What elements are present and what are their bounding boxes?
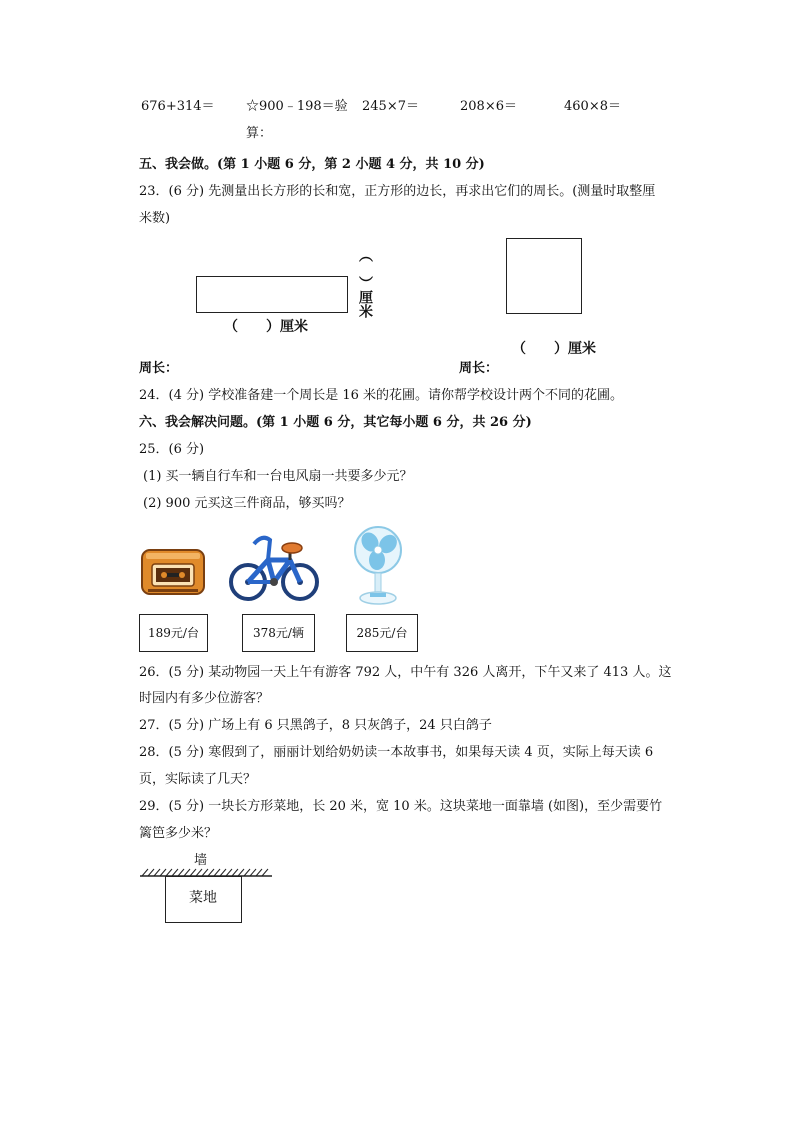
radio-icon (138, 548, 208, 598)
q28-line1: 28．(5 分) 寒假到了，丽丽计划给奶奶读一本故事书，如果每天读 4 页，实际上每天读 6 (139, 745, 654, 760)
price-radio: 189元/台 (139, 614, 208, 652)
rectangle-figure (196, 276, 348, 313)
q29-line1: 29．(5 分) 一块长方形菜地，长 20 米，宽 10 米。这块菜地一面靠墙 (如图)，至少需要竹 (139, 799, 663, 814)
q23-line1: 23．(6 分) 先测量出长方形的长和宽，正方形的边长，再求出它们的周长。(测量时取整厘 (139, 184, 656, 199)
electric-fan-icon (350, 524, 406, 606)
field-label: 菜地 (189, 890, 217, 906)
calc-item-4: 208×6＝ (460, 99, 517, 114)
section6-heading: 六、我会解决问题。(第 1 小题 6 分，其它每小题 6 分，共 26 分) (139, 415, 532, 430)
perimeter-label-square: 周长： (459, 361, 499, 376)
perimeter-label-rect: 周长： (139, 361, 179, 376)
calc-check-suffix: 算： (246, 126, 273, 141)
q26-line1: 26．(5 分) 某动物园一天上午有游客 792 人，中午有 326 人离开，下午又来了 413 人。这 (139, 665, 672, 680)
rect-width-label: （ ）厘米 (357, 248, 373, 318)
q26-line2: 时园内有多少位游客？ (139, 691, 270, 706)
calc-item-1: 676+314＝ (141, 99, 215, 114)
rect-length-label: （ ）厘米 (224, 319, 308, 335)
q29-line2: 篱笆多少米？ (139, 826, 218, 841)
calc-item-2: ☆900﹣198＝验 (246, 99, 348, 114)
q25-title: 25．(6 分) (139, 442, 205, 457)
price-bicycle: 378元/辆 (242, 614, 315, 652)
square-figure (506, 238, 582, 314)
section5-heading: 五、我会做。(第 1 小题 6 分，第 2 小题 4 分，共 10 分) (139, 157, 485, 172)
q27-text: 27．(5 分) 广场上有 6 只黑鸽子，8 只灰鸽子，24 只白鸽子 (139, 718, 492, 733)
q24-text: 24．(4 分) 学校准备建一个周长是 16 米的花圃。请你帮学校设计两个不同的花圃。 (139, 388, 624, 403)
q28-line2: 页，实际读了几天？ (139, 772, 257, 787)
q25-sub2: (2) 900 元买这三件商品，够买吗？ (143, 496, 351, 511)
square-side-label: （ ）厘米 (512, 341, 596, 357)
q23-line2: 米数) (139, 211, 171, 226)
wall-label: 墙 (194, 853, 208, 868)
q25-sub1: (1) 买一辆自行车和一台电风扇一共要多少元？ (143, 469, 413, 484)
price-fan: 285元/台 (346, 614, 418, 652)
calc-item-3: 245×7＝ (362, 99, 419, 114)
calc-item-5: 460×8＝ (564, 99, 621, 114)
bicycle-icon (228, 530, 322, 604)
